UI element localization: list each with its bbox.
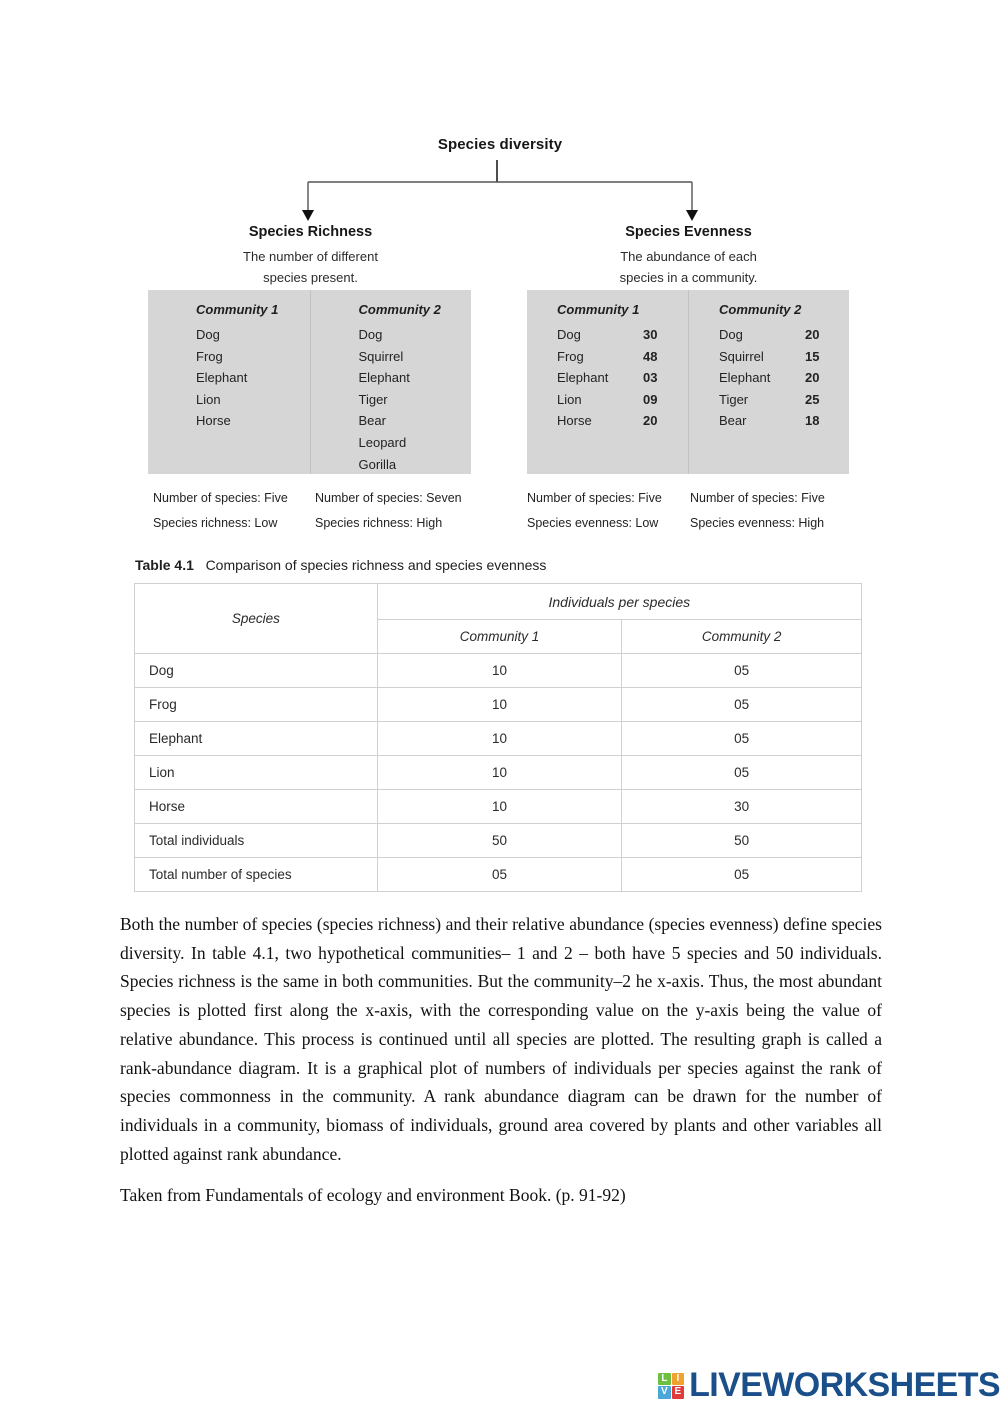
cell-community-2: 05 — [622, 654, 862, 688]
species-name: Lion — [196, 391, 221, 407]
list-item — [196, 324, 310, 346]
list-item — [719, 346, 849, 368]
branch-subtitle-richness — [178, 246, 443, 288]
list-item — [557, 389, 688, 411]
caption-line: Number of species: Five — [153, 491, 288, 505]
caption-richness-c2 — [315, 486, 462, 536]
species-name: Horse — [196, 413, 231, 429]
column-header: Community 1 — [196, 302, 279, 317]
caption-line: Number of species: Seven — [315, 491, 462, 505]
species-name: Elephant — [196, 370, 248, 386]
cell-community-1: 50 — [377, 824, 622, 858]
species-name: Bear — [358, 413, 386, 429]
list-item — [557, 410, 688, 432]
liveworksheets-logo — [658, 1366, 1000, 1405]
list-item — [359, 389, 472, 411]
table-row — [135, 722, 862, 756]
branch-subtitle-line2: species present. — [263, 270, 358, 285]
cell-community-1: 10 — [377, 688, 622, 722]
header-community-1: Community 1 — [377, 620, 622, 654]
species-name: Frog — [557, 348, 584, 364]
richness-community-2-column — [310, 290, 472, 474]
list-item — [196, 410, 310, 432]
list-item — [557, 367, 688, 389]
cell-community-1: 10 — [377, 756, 622, 790]
body-paragraph — [120, 910, 882, 1168]
species-name: Leopard — [358, 434, 407, 450]
branch-heading-richness: Species Richness — [248, 224, 373, 240]
cell-community-2: 05 — [622, 688, 862, 722]
branch-subtitle-line2: species in a community. — [619, 270, 758, 285]
list-item — [359, 346, 472, 368]
paragraph-text: Both the number of species (species richness) and their relative abundance (species evenness) define species diversity. In table 4.1, two hypothetical communities– 1 and 2 – both have 5 species and 50 individuals. Species richness is the same in both communities. But the community–2 he x-axis. Thus, the most abundant species is plotted first along the x-axis, with the corresponding value on the y-axis being the value of relative abundance. This process is continued until all species are plotted. The resulting graph is called a rank-abundance diagram. It is a graphical plot of numbers of individuals per species against the rank of species commonness in the community. A rank abundance diagram can be drawn for the number of individuals in a community, biomass of individuals, ground area covered by plants and other variables all plotted against rank abundance. — [120, 914, 882, 1164]
cell-community-2: 50 — [622, 824, 862, 858]
list-item — [719, 389, 849, 411]
caption-line: Species richness: High — [315, 516, 443, 530]
list-item — [359, 367, 472, 389]
table-caption — [135, 557, 546, 573]
list-item — [196, 389, 310, 411]
species-count: 30 — [643, 327, 658, 342]
richness-community-1-column — [148, 290, 310, 474]
list-item — [719, 367, 849, 389]
table-row — [135, 756, 862, 790]
species-name: Elephant — [358, 370, 410, 386]
species-count: 48 — [643, 348, 658, 364]
cell-species: Dog — [135, 654, 378, 688]
species-diversity-figure — [0, 0, 1000, 545]
species-name: Dog — [557, 327, 581, 342]
species-count: 03 — [643, 370, 658, 386]
branch-heading-evenness: Species Evenness — [625, 224, 752, 240]
list-item — [359, 410, 472, 432]
comparison-table — [134, 583, 862, 892]
table-row — [135, 790, 862, 824]
cell-community-2: 05 — [622, 756, 862, 790]
cell-species: Total individuals — [135, 824, 378, 858]
badge-letter-v: V — [658, 1386, 671, 1399]
cell-species: Elephant — [135, 722, 378, 756]
column-header: Community 2 — [358, 302, 441, 317]
logo-wordmark: LIVEWORKSHEETS — [689, 1366, 1000, 1404]
species-name: Frog — [196, 348, 223, 364]
badge-letter-e: E — [672, 1386, 685, 1399]
species-count: 15 — [805, 348, 820, 364]
caption-line: Number of species: Five — [690, 491, 825, 505]
branch-subtitle-evenness — [556, 246, 821, 288]
species-count: 20 — [643, 413, 658, 429]
species-count: 25 — [805, 391, 820, 407]
species-name: Dog — [196, 327, 220, 342]
header-individuals-per-species: Individuals per species — [377, 584, 861, 620]
cell-community-2: 30 — [622, 790, 862, 824]
cell-species: Horse — [135, 790, 378, 824]
list-item — [359, 432, 472, 454]
cell-species: Total number of species — [135, 858, 378, 892]
species-name: Gorilla — [358, 456, 397, 472]
figure-title: Species diversity — [437, 136, 563, 153]
table-row — [135, 858, 862, 892]
cell-community-2: 05 — [622, 858, 862, 892]
table-caption-label: Table 4.1 — [135, 557, 194, 573]
species-name: Tiger — [358, 391, 388, 407]
list-item — [196, 346, 310, 368]
cell-community-1: 10 — [377, 790, 622, 824]
source-attribution: Taken from Fundamentals of ecology and environment Book. (p. 91-92) — [120, 1185, 626, 1205]
live-badge-icon — [658, 1373, 684, 1399]
caption-line: Species evenness: Low — [527, 516, 659, 530]
species-name: Squirrel — [719, 348, 764, 364]
species-name: Dog — [358, 327, 383, 342]
flowchart-connector — [290, 160, 710, 222]
list-item — [359, 454, 472, 476]
branch-subtitle-line1: The number of different — [243, 249, 378, 264]
list-item — [359, 324, 472, 346]
species-name: Elephant — [719, 370, 771, 386]
caption-evenness-c2 — [690, 486, 825, 536]
species-count: 18 — [805, 413, 820, 429]
cell-species: Lion — [135, 756, 378, 790]
table-row — [135, 824, 862, 858]
panel-captions — [0, 486, 1000, 542]
species-name: Dog — [719, 327, 743, 342]
branch-subtitle-line1: The abundance of each — [620, 249, 757, 264]
table-row — [135, 654, 862, 688]
evenness-community-1-column — [527, 290, 688, 474]
caption-line: Number of species: Five — [527, 491, 662, 505]
list-item — [557, 324, 688, 346]
badge-letter-i: I — [672, 1373, 685, 1386]
header-community-2: Community 2 — [622, 620, 862, 654]
column-header: Community 2 — [719, 302, 802, 317]
caption-line: Species richness: Low — [153, 516, 278, 530]
list-item — [557, 346, 688, 368]
list-item — [719, 410, 849, 432]
species-count: 09 — [643, 391, 658, 407]
list-item — [196, 367, 310, 389]
species-name: Bear — [719, 413, 747, 429]
evenness-community-panel — [527, 290, 849, 474]
caption-evenness-c1 — [527, 486, 662, 536]
table-caption-text: Comparison of species richness and species evenness — [205, 557, 547, 573]
species-name: Tiger — [719, 391, 749, 407]
table-row — [135, 688, 862, 722]
evenness-community-2-column — [688, 290, 849, 474]
cell-community-2: 05 — [622, 722, 862, 756]
species-name: Squirrel — [358, 348, 404, 364]
richness-community-panel — [148, 290, 471, 474]
species-name: Lion — [557, 391, 582, 407]
badge-letter-l: L — [658, 1373, 671, 1386]
table-header-row-1 — [135, 584, 862, 620]
header-species: Species — [135, 584, 378, 654]
column-header: Community 1 — [557, 302, 640, 317]
cell-community-1: 10 — [377, 654, 622, 688]
species-name: Elephant — [557, 370, 609, 386]
cell-community-1: 05 — [377, 858, 622, 892]
list-item — [719, 324, 849, 346]
species-count: 20 — [805, 370, 820, 386]
caption-richness-c1 — [153, 486, 288, 536]
cell-species: Frog — [135, 688, 378, 722]
species-name: Horse — [557, 413, 592, 429]
caption-line: Species evenness: High — [690, 516, 825, 530]
cell-community-1: 10 — [377, 722, 622, 756]
species-count: 20 — [805, 327, 820, 342]
